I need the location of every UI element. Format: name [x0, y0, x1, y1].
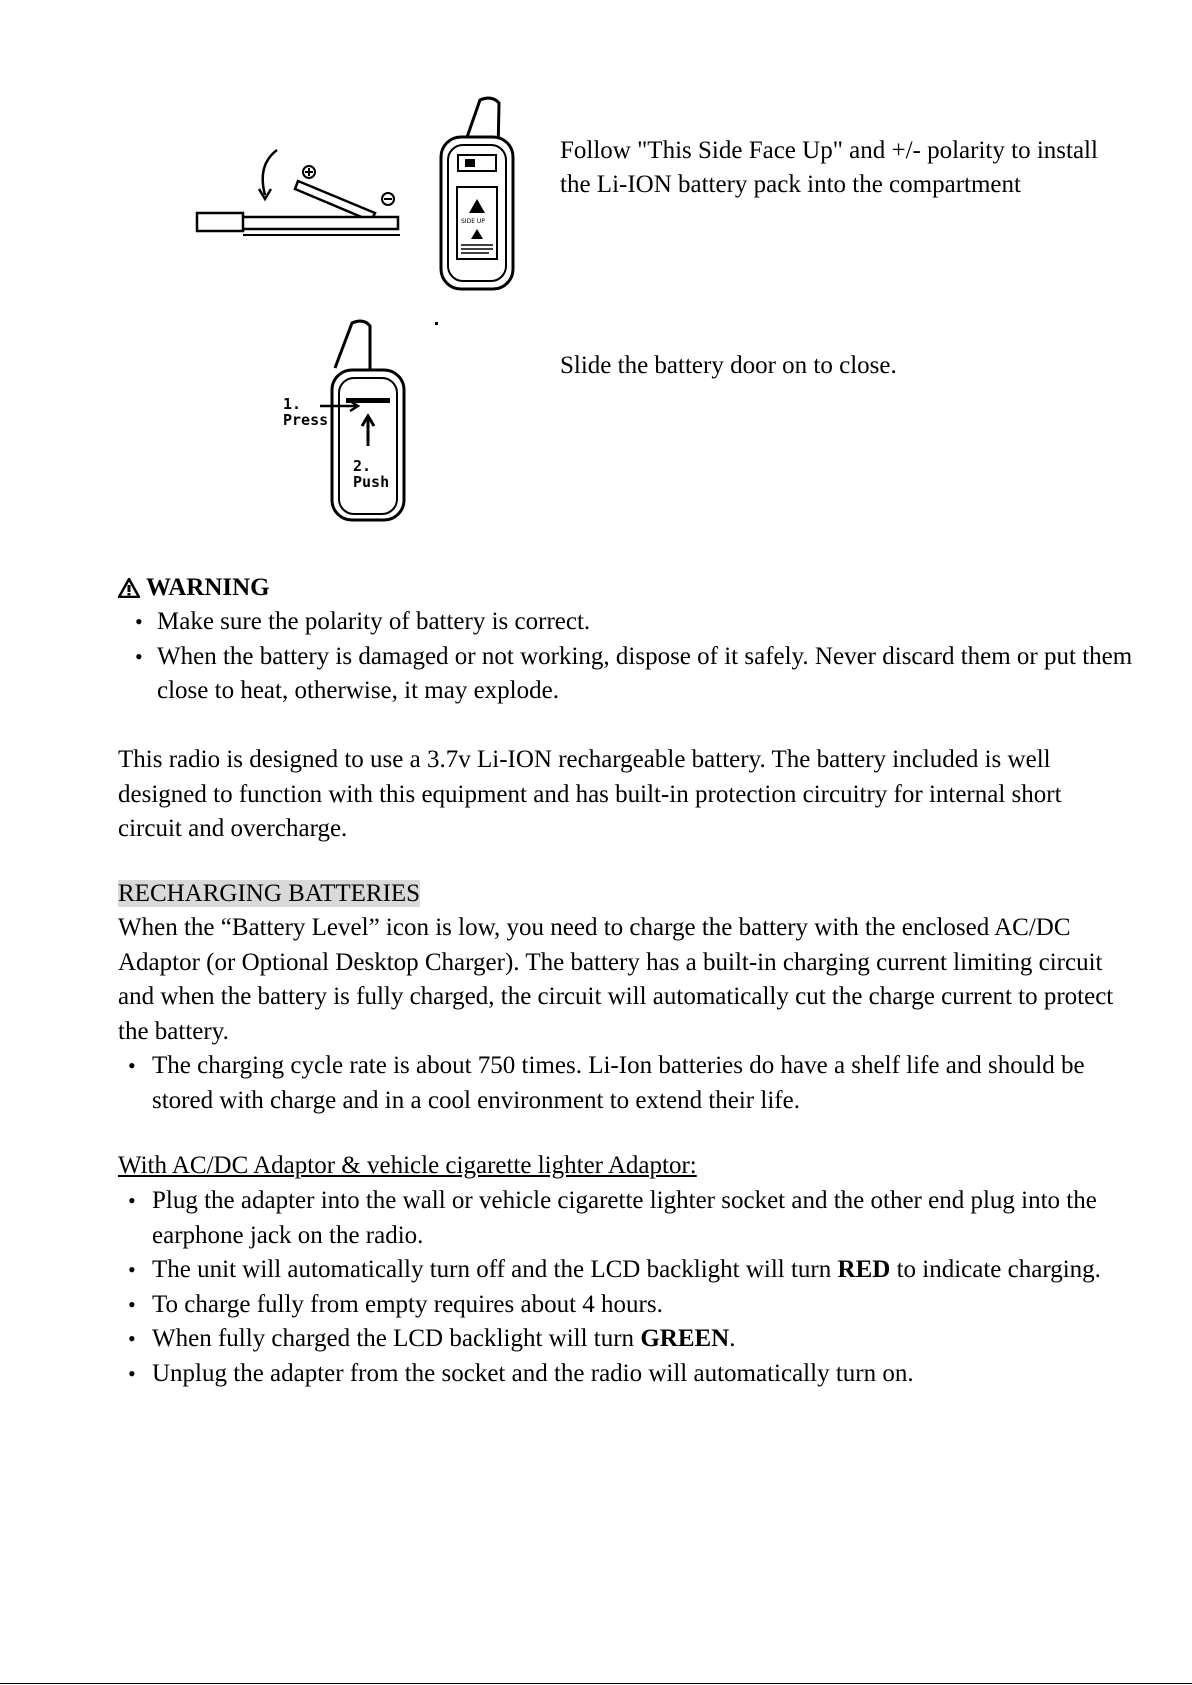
list-item: • Make sure the polarity of battery is correct. [125, 605, 1135, 640]
svg-text:SIDE UP: SIDE UP [461, 218, 485, 225]
list-item: • When the battery is damaged or not working, dispose of it safely. Never discard them or put them close to heat, otherwise, it may explode. [125, 640, 1135, 709]
adaptor-heading-text: With AC/DC Adaptor & vehicle cigarette lighter Adaptor: [118, 1152, 697, 1179]
recharging-paragraph: When the “Battery Level” icon is low, you need to charge the battery with the enclosed AC/DC Adaptor (or Optional Desktop Charger). The battery has a built-in charging current limiting circuit and when the battery is fully charged, the circuit will automatically cut the charge current to protect the battery. [118, 914, 1114, 1045]
press-label: 1. Press [283, 395, 329, 429]
list-item: • Unplug the adapter from the socket and the radio will automatically turn on. [118, 1357, 1128, 1392]
warning-triangle-icon [118, 578, 140, 598]
recharging-list [118, 1049, 1128, 1118]
red-emphasis: RED [837, 1256, 891, 1283]
stray-dot [435, 322, 438, 325]
adaptor-heading [118, 1149, 697, 1183]
list-item [118, 1253, 1128, 1288]
green-emphasis: GREEN [640, 1325, 730, 1352]
intro-paragraph: This radio is designed to use a 3.7v Li-ION rechargeable battery. The battery included is well designed to function with this equipment and has built-in protection circuitry for internal short circuit and overcharge. [118, 746, 1062, 842]
warning-title [118, 571, 270, 605]
recharging-heading [118, 877, 420, 911]
item-text: The unit will automatically turn off and the LCD backlight will turn [152, 1256, 838, 1283]
item-text: . [729, 1325, 736, 1352]
warning-list [125, 605, 1135, 709]
page-bottom-rule [0, 1683, 1192, 1684]
push-label: 2. Push [353, 457, 390, 491]
install-caption: Follow "This Side Face Up" and +/- polarity to install the Li-ION battery pack into the compartment [560, 137, 1098, 198]
list-item: • The charging cycle rate is about 750 times. Li-Ion batteries do have a shelf life and should be stored with charge and in a cool environment to extend their life. [118, 1049, 1128, 1118]
close-caption: Slide the battery door on to close. [560, 352, 897, 379]
warning-title-text: WARNING [146, 574, 270, 601]
recharging-heading-text: RECHARGING BATTERIES [118, 880, 421, 907]
list-item: • To charge fully from empty requires about 4 hours. [118, 1288, 1128, 1323]
item-text: to indicate charging. [890, 1256, 1101, 1283]
item-text: When fully charged the LCD backlight will turn [152, 1325, 641, 1352]
list-item [118, 1322, 1128, 1357]
battery-insert-illustration [195, 95, 525, 300]
adaptor-list [118, 1184, 1128, 1391]
list-item: • Plug the adapter into the wall or vehicle cigarette lighter socket and the other end plug into the earphone jack on the radio. [118, 1184, 1128, 1253]
